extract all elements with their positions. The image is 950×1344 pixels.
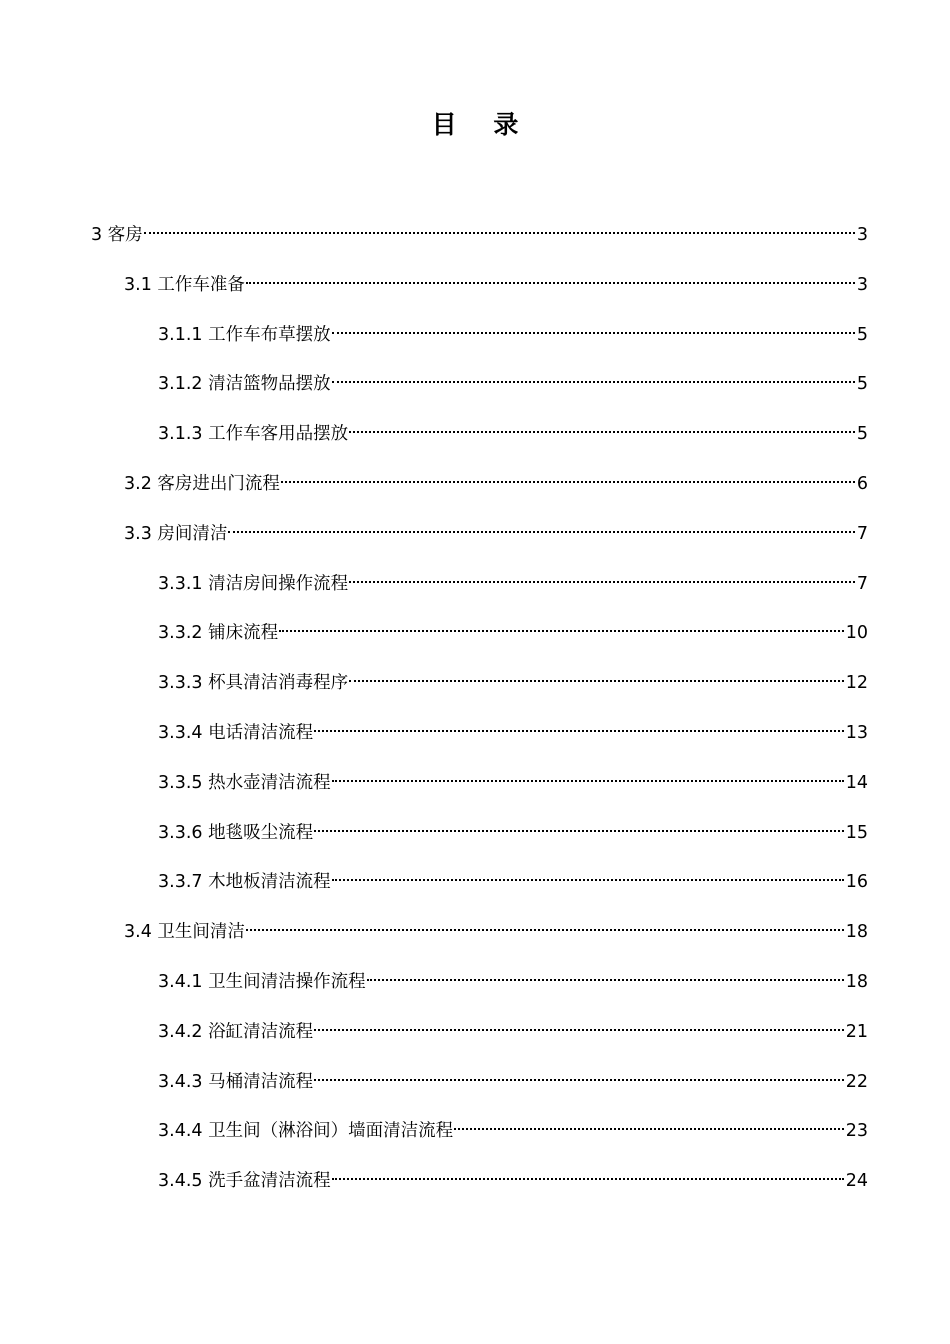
toc-entry-label: 3.4 卫生间清洁	[124, 922, 245, 943]
toc-page-number: 12	[845, 673, 868, 694]
toc-entry-label: 3.3.3 杯具清洁消毒程序	[158, 673, 349, 694]
toc-dot-leader	[279, 630, 844, 632]
toc-entry[interactable]	[158, 967, 868, 997]
toc-entry[interactable]	[158, 1067, 868, 1097]
toc-entry-label: 3.3.4 电话清洁流程	[158, 723, 314, 743]
toc-page-number: 24	[845, 1171, 868, 1192]
toc-entry[interactable]	[158, 419, 868, 449]
toc-entry[interactable]	[158, 1017, 868, 1047]
toc-page-number: 3	[856, 225, 868, 245]
toc-entry-label: 3.4.4 卫生间（淋浴间）墙面清洁流程	[158, 1121, 454, 1142]
toc-entry-label: 3.1.1 工作车布草摆放	[158, 324, 331, 345]
toc-entry[interactable]	[158, 618, 868, 648]
toc-entry[interactable]	[158, 718, 868, 748]
toc-entry[interactable]	[158, 569, 868, 599]
toc-entry[interactable]	[158, 369, 868, 399]
toc-page-number: 5	[856, 374, 868, 395]
toc-page-number: 6	[856, 474, 868, 494]
toc-dot-leader	[314, 1029, 844, 1031]
toc-entry[interactable]	[158, 1116, 868, 1146]
toc-entry-label: 3.3.2 铺床流程	[158, 623, 279, 644]
toc-page-number: 7	[856, 573, 868, 594]
toc-page-number: 18	[845, 972, 868, 992]
toc-entry-label: 3.2 客房进出门流程	[124, 474, 280, 494]
toc-entry[interactable]	[91, 220, 868, 250]
toc-dot-leader	[332, 879, 844, 881]
toc-entry-label: 3.1.2 清洁篮物品摆放	[158, 374, 331, 395]
toc-dot-leader	[246, 282, 855, 284]
toc-entry[interactable]	[124, 270, 868, 300]
toc-dot-leader	[349, 680, 844, 682]
toc-page-number: 13	[845, 723, 868, 743]
toc-page-number: 22	[845, 1071, 868, 1092]
toc-dot-leader	[314, 730, 844, 732]
toc-entry-label: 3.1.3 工作车客用品摆放	[158, 424, 349, 445]
toc-page-number: 18	[845, 922, 868, 943]
page-title: 目 录	[431, 110, 533, 139]
toc-page-number: 5	[856, 424, 868, 445]
toc-entry[interactable]	[158, 1166, 868, 1196]
toc-dot-leader	[332, 381, 855, 383]
toc-entry[interactable]	[124, 519, 868, 549]
toc-entry-label: 3 客房	[91, 225, 143, 245]
toc-page-number: 5	[856, 324, 868, 345]
toc-dot-leader	[332, 1178, 844, 1180]
toc-entry-label: 3.3.5 热水壶清洁流程	[158, 772, 331, 793]
toc-entry-label: 3.4.3 马桶清洁流程	[158, 1071, 314, 1092]
toc-dot-leader	[349, 581, 855, 583]
toc-entry-label: 3.4.5 洗手盆清洁流程	[158, 1171, 331, 1192]
toc-dot-leader	[454, 1128, 844, 1130]
toc-entry-label: 3.4.1 卫生间清洁操作流程	[158, 972, 366, 992]
toc-dot-leader	[228, 531, 854, 533]
toc-entry-label: 3.3.1 清洁房间操作流程	[158, 573, 349, 594]
toc-dot-leader	[367, 979, 844, 981]
toc-page-number: 15	[845, 822, 868, 843]
toc-entry-label: 3.3.7 木地板清洁流程	[158, 872, 331, 893]
toc-page-number: 23	[845, 1121, 868, 1142]
toc-entry[interactable]	[124, 469, 868, 499]
toc-page-number: 14	[845, 772, 868, 793]
toc-page-number: 3	[856, 274, 868, 295]
toc-page-number: 7	[856, 523, 868, 544]
toc-page-number: 16	[845, 872, 868, 893]
toc-entry[interactable]	[158, 867, 868, 897]
toc-entry[interactable]	[124, 917, 868, 947]
toc-entry-label: 3.3 房间清洁	[124, 523, 228, 544]
toc-entry[interactable]	[158, 818, 868, 848]
toc-dot-leader	[246, 929, 844, 931]
toc-entry[interactable]	[158, 768, 868, 798]
toc-dot-leader	[281, 481, 855, 483]
toc-page-number: 10	[845, 623, 868, 644]
toc-dot-leader	[332, 780, 844, 782]
toc-entry-label: 3.1 工作车准备	[124, 274, 245, 295]
toc-dot-leader	[314, 1079, 844, 1081]
toc-entry-label: 3.3.6 地毯吸尘流程	[158, 822, 314, 843]
toc-dot-leader	[144, 232, 855, 234]
toc-entry[interactable]	[158, 668, 868, 698]
toc-entry[interactable]	[158, 320, 868, 350]
toc-dot-leader	[314, 830, 844, 832]
toc-entry-label: 3.4.2 浴缸清洁流程	[158, 1021, 314, 1042]
toc-dot-leader	[332, 332, 855, 334]
toc-dot-leader	[349, 431, 855, 433]
toc-page-number: 21	[845, 1021, 868, 1042]
